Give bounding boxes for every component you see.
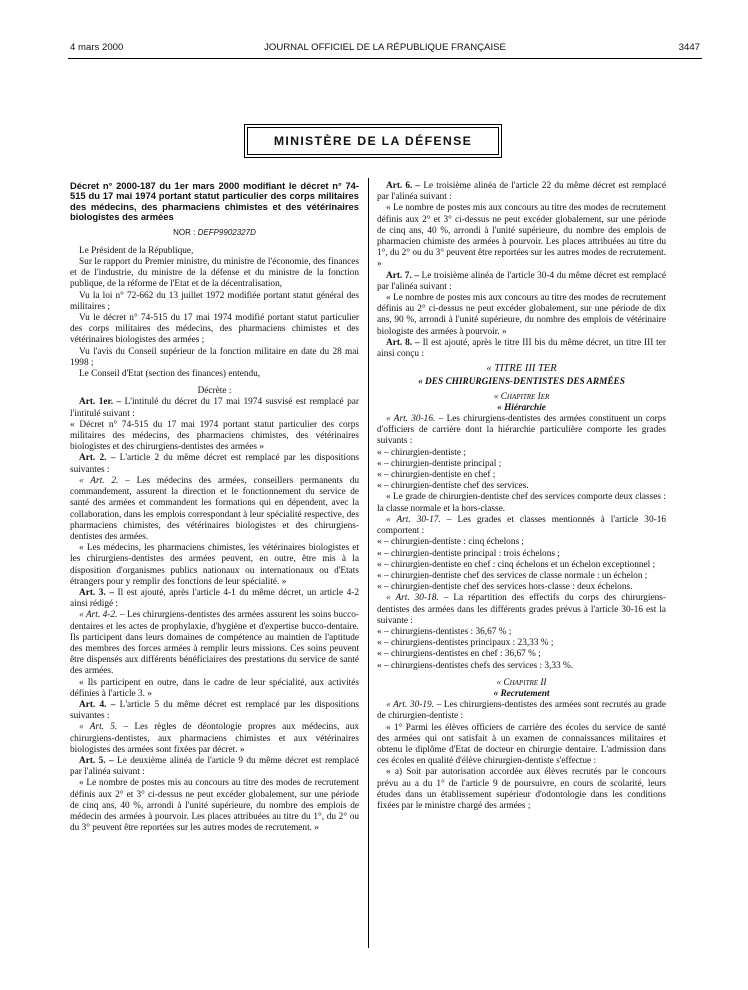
chapter-heading: « Chapitre II	[496, 677, 547, 688]
article-6: Art. 6. – Le troisième alinéa de l'article 22 du même décret est remplacé par l'alinéa suivant :	[377, 181, 667, 203]
article-1: Art. 1er. – L'intitulé du décret du 17 mai 1974 susvisé est remplacé par l'intitulé suivant :	[70, 397, 359, 419]
article-30-18: « Art. 30-18. – La répartition des effectifs du corps des chirurgiens-dentistes des armées dans les différents grades prévus à l'article 30-16 est la suivante :	[377, 593, 666, 626]
article-label: Art. 4. –	[79, 699, 116, 710]
header-date: 4 mars 2000	[70, 42, 124, 53]
ministry-box	[244, 124, 502, 158]
article-5: Art. 5. – Le deuxième alinéa de l'article 9 du même décret est remplacé par l'alinéa suivant :	[70, 755, 360, 778]
quote: « Art. 5. – Les règles de déontologie propres aux médecins, aux chirurgiens-dentistes, aux pharmaciens chimistes et aux vétérinaires biologistes des armées sont fixées par décret. »	[70, 722, 359, 755]
list-item: « – chirurgien-dentiste principal ;	[377, 458, 502, 469]
nor-label: NOR :	[173, 227, 196, 237]
list-item: « – chirurgiens-dentistes en chef : 36,67 % ;	[377, 649, 541, 660]
article-label: Art. 2. –	[79, 453, 116, 464]
title-subheading: « DES CHIRURGIENS-DENTISTES DES ARMÉES	[418, 377, 625, 388]
article-30-19: « Art. 30-19. – Les chirurgiens-dentistes des armées sont recrutés au grade de chirurgien-dentiste :	[377, 700, 666, 722]
chapter-subheading: « Hiérarchie	[497, 402, 546, 413]
article-30-16: « Art. 30-16. – Les chirurgiens-dentistes des armées constituent un corps d'officiers de carrière dont la hiérarchie particulière comporte les grades suivants :	[377, 414, 667, 447]
decree-title: Décret n° 2000-187 du 1er mars 2000 modifiant le décret n° 74-515 du 17 mai 1974 portant statut particulier des corps militaires des médecins, des pharmaciens chimistes et des vétérinaires biologistes des armées	[70, 180, 359, 223]
list-item: « – chirurgien-dentiste chef des services hors-classe : deux échelons.	[377, 582, 633, 593]
list-item: « – chirurgiens-dentistes principaux : 23,33 % ;	[377, 638, 554, 649]
quote: « Art. 2. – Les médecins des armées, conseillers permanents du commandement, assurent la direction et le fonctionnement du service de santé des armées et commandent les formations qui en dépendent, avec la collaboration, dans les emplois correspondant à leur spécialité respective, des pharmaciens chimistes, des vétérinaires biologistes et des chirurgiens-dentistes des armées.	[70, 475, 359, 542]
header-page-number: 3447	[678, 42, 700, 53]
list-item: « – chirurgien-dentiste en chef : cinq échelons et un échelon exceptionnel ;	[377, 559, 656, 570]
quote: « Décret n° 74-515 du 17 mai 1974 portant statut particulier des corps militaires des médecins, des pharmaciens chimistes, des vétérinaires biologistes et des chirurgiens-dentistes des armées »	[70, 419, 359, 453]
right-column	[377, 181, 666, 812]
article-label: Art. 6. –	[386, 181, 421, 191]
chapter-subheading: « Recrutement	[493, 688, 550, 699]
list-item: « – chirurgien-dentiste ;	[377, 447, 466, 458]
article-2: Art. 2. – L'article 2 du même décret est remplacé par les dispositions suivantes :	[70, 453, 359, 475]
article-4: Art. 4. – L'article 5 du même décret est remplacé par les dispositions suivantes :	[70, 699, 359, 722]
ministry-title: MINISTÈRE DE LA DÉFENSE	[247, 127, 499, 155]
quote: « Les médecins, les pharmaciens chimistes, les vétérinaires biologistes et les chirurgiens-dentistes des armées peuvent, en outre, être mis à la disposition d'organismes publics nationaux ou internationaux ou d'Etats étrangers pour y remplir des fonctions de leur spécialité. »	[70, 543, 359, 587]
page-header	[70, 42, 700, 56]
list-item: « – chirurgiens-dentistes : 36,67 % ;	[377, 626, 512, 637]
chapter-heading: « Chapitre Ier	[493, 391, 550, 402]
list-item: « – chirurgien-dentiste chef des services de classe normale : un échelon ;	[377, 570, 648, 581]
article-label: Art. 7. –	[386, 270, 419, 281]
quote: « Ils participent en outre, dans le cadre de leur spécialité, aux activités définies à l'article 3. »	[70, 677, 359, 699]
article-label: Art. 5. –	[79, 755, 114, 766]
list-item: « – chirurgien-dentiste chef des services.	[377, 481, 529, 492]
column-divider	[368, 178, 369, 948]
article-8: Art. 8. – Il est ajouté, après le titre III bis du même décret, un titre III ter ainsi conçu :	[377, 337, 666, 360]
quote: « Art. 4-2. – Les chirurgiens-dentistes des armées assurent les soins bucco-dentaires et les actes de prophylaxie, d'hygiène et d'expertise bucco-dentaire. Ils participent dans leurs domaines de compétence au maintien de l'aptitude des membres des forces armées à remplir leurs missions. Ces soins peuvent être dispensés aux différents bénéficiaires des prestations du service de santé des armées.	[70, 610, 359, 677]
article-label: Art. 3. –	[79, 587, 114, 598]
quote: « Le nombre de postes mis au concours au titre des modes de recrutement définis aux 2° et 3° ci-dessus ne peut excéder globalement, sur une période de cinq ans, 40 %, arrondi à l'unité supérieure, du nombre des emplois de médecin des armées à pourvoir. Les places attribuées au titre du 1°, du 2° ou du 3° peuvent être reportées sur les autres modes de recrutement. »	[70, 778, 359, 834]
list-item: « – chirurgien-dentiste : cinq échelons ;	[377, 537, 524, 548]
decrete-heading: Décrète :	[197, 386, 232, 397]
header-rule	[68, 58, 702, 59]
paragraph: « 1° Parmi les élèves officiers de carrière des écoles du service de santé des armées qui ont satisfait à un examen de connaissances militaires et obtenu le diplôme d'Etat de docteur en chirurgie dentaire. L'admission dans ces écoles en qualité d'élève chirurgien-dentiste s'effectue :	[377, 722, 666, 767]
article-label: Art. 1er. –	[79, 397, 122, 408]
article-7: Art. 7. – Le troisième alinéa de l'article 30-4 du même décret est remplacé par l'alinéa suivant :	[377, 270, 667, 292]
paragraph: « a) Soit par autorisation accordée aux élèves recrutés par le concours prévu au a du 1° de l'article 9 de poursuivre, en cours de scolarité, leurs études dans un établissement supérieur d'odontologie dans les conditions fixées par le ministre chargé des armées ;	[377, 767, 666, 811]
left-column	[70, 181, 359, 834]
article-30-17: « Art. 30-17. – Les grades et classes mentionnés à l'article 30-16 comportent :	[377, 514, 666, 537]
paragraph: Vu l'avis du Conseil supérieur de la fonction militaire en date du 28 mai 1998 ;	[70, 346, 359, 368]
nor-value: DEFP9902327D	[197, 227, 256, 237]
paragraph: Vu la loi n° 72-662 du 13 juillet 1972 modifiée portant statut général des militaires ;	[70, 290, 359, 312]
paragraph: « Le grade de chirurgien-dentiste chef des services comporte deux classes : la classe normale et la hors-classe.	[377, 492, 666, 514]
title-heading: « TITRE III TER	[486, 363, 557, 375]
article-3: Art. 3. – Il est ajouté, après l'article 4-1 du même décret, un article 4-2 ainsi rédigé :	[70, 587, 360, 610]
paragraph: Le Président de la République,	[79, 245, 194, 256]
list-item: « – chirurgien-dentiste principal : trois échelons ;	[377, 548, 560, 559]
paragraph: Le Conseil d'Etat (section des finances) entendu,	[79, 369, 261, 380]
quote: « Le nombre de postes mis aux concours au titre des modes de recrutement définis aux 2° et 3° ci-dessus ne peut excéder globalement, sur une période de cinq ans, 40 %, arrondi à l'unité supérieure, du nombre des emplois de pharmacien chimiste des armées à pourvoir. Les places attribuées au titre du 1°, du 2° ou du 3° peuvent être reportées sur les autres modes de recrutement. »	[377, 203, 666, 270]
article-label: Art. 8. –	[386, 337, 420, 348]
header-journal-title: JOURNAL OFFICIEL DE LA RÉPUBLIQUE FRANÇAISE	[264, 42, 506, 53]
paragraph: Vu le décret n° 74-515 du 17 mai 1974 modifié portant statut particulier des corps militaires des médecins, des pharmaciens chimistes et des vétérinaires biologistes des armées ;	[70, 313, 359, 346]
list-item: « – chirurgiens-dentistes chefs des services : 3,33 %.	[377, 660, 574, 671]
nor-reference	[70, 227, 359, 238]
list-item: « – chirurgien-dentiste en chef ;	[377, 470, 496, 481]
paragraph: Sur le rapport du Premier ministre, du ministre de l'économie, des finances et de l'industrie, du ministre de la défense et du ministre de la fonction publique, de la réforme de l'Etat et de la décentralisation,	[70, 257, 359, 290]
quote: « Le nombre de postes mis aux concours au titre des modes de recrutement définis au 2° ci-dessus ne peut excéder globalement, sur une période de dix ans, 90 %, arrondi à l'unité supérieure, du nombre des emplois de vétérinaire biologiste des armées à pourvoir. »	[377, 293, 666, 337]
